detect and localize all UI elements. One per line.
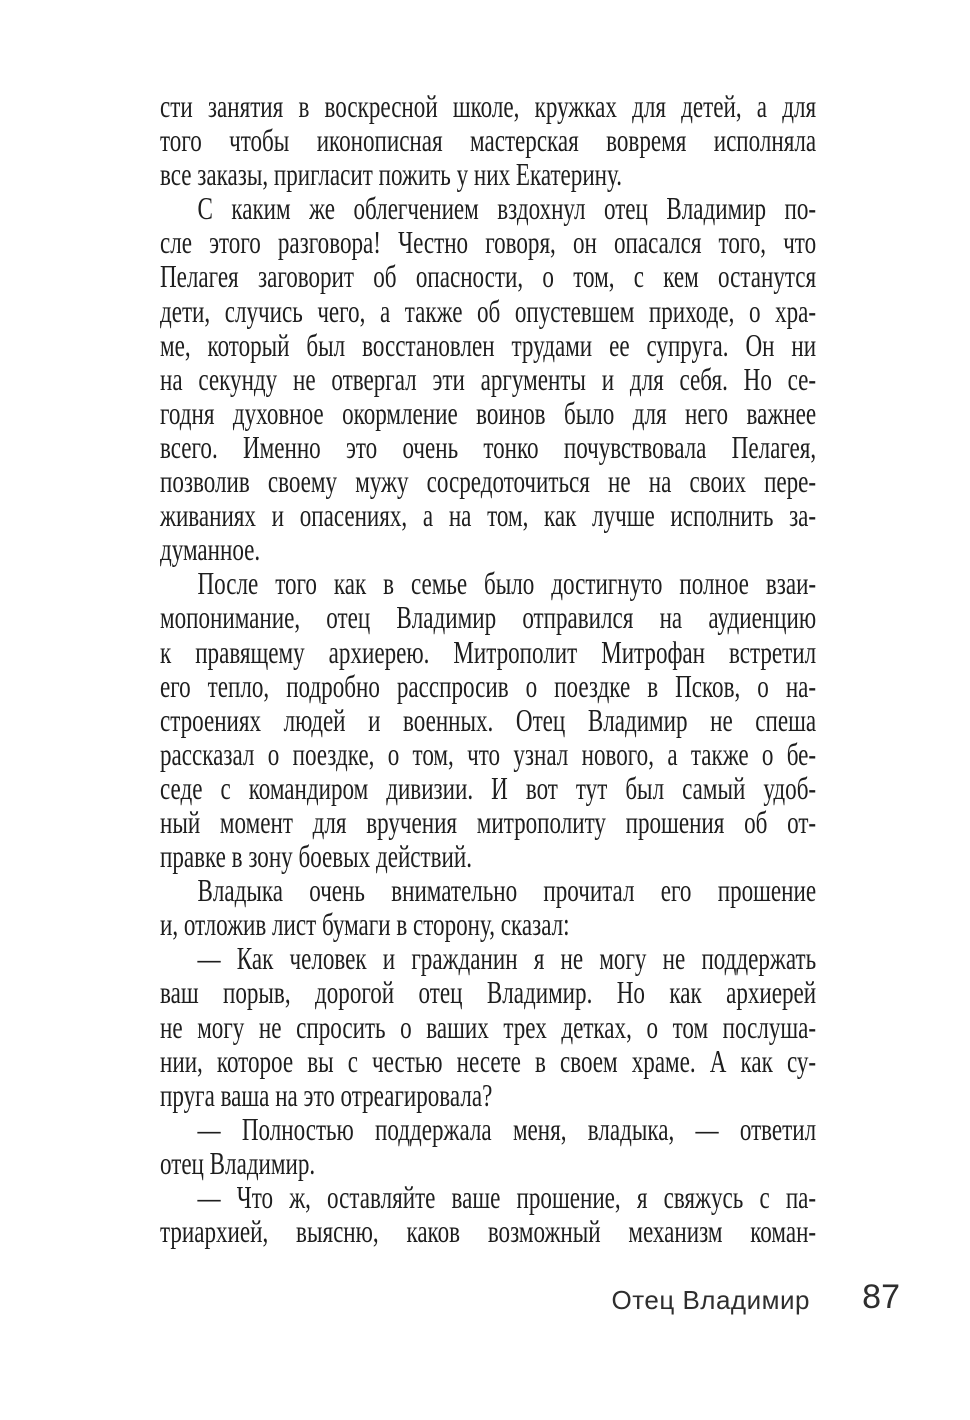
text-line: нии, которое вы с честью несете в своем храме. А как су- <box>160 1042 817 1079</box>
text-line: живаниях и опасениях, а на том, как лучше исполнить за- <box>160 497 817 534</box>
text-line: ваш порыв, дорогой отец Владимир. Но как архиерей <box>160 974 817 1011</box>
text-line: сле этого разговора! Честно говоря, он опасался того, что <box>160 224 817 261</box>
text-line: думанное. <box>160 531 261 568</box>
body-text <box>160 89 816 1248</box>
text-line: сти занятия в воскресной школе, кружках для детей, а для <box>160 88 817 124</box>
text-line: на секунду не отвергал эти аргументы и для себя. Но се- <box>160 360 817 397</box>
text-line: триархией, выясню, каков возможный механизм коман- <box>160 1213 817 1250</box>
text-line: позволив своему мужу сосредоточиться не на своих пере- <box>160 463 817 500</box>
text-line: и, отложив лист бумаги в сторону, сказал: <box>160 906 570 943</box>
text-line: строениях людей и военных. Отец Владимир не спеша <box>160 701 817 738</box>
text-line: Пелагея заговорит об опасности, о том, с кем останутся <box>160 258 817 295</box>
text-line: — Как человек и гражданин я не могу не поддержать <box>197 940 817 977</box>
text-line: отец Владимир. <box>160 1144 316 1181</box>
text-line: С каким же облегчением вздохнул отец Владимир по- <box>197 190 817 227</box>
text-line: не могу не спросить о ваших трех детках, о том послуша- <box>160 1008 817 1045</box>
text-line: все заказы, пригласит пожить у них Екатерину. <box>160 156 623 193</box>
text-line: — Полностью поддержала меня, владыка, — ответил <box>197 1110 817 1147</box>
text-line: правке в зону боевых действий. <box>160 838 472 875</box>
text-line: всего. Именно это очень тонко почувствовала Пелагея, <box>160 428 817 465</box>
text-line: пруга ваша на это отреагировала? <box>160 1076 493 1113</box>
text-line: годня духовное окормление воинов было для него важнее <box>160 394 817 431</box>
text-line: ме, который был восстановлен трудами ее супруга. Он ни <box>160 326 817 363</box>
text-line: ный момент для вручения митрополиту прошения об от- <box>160 803 817 840</box>
text-line: Владыка очень внимательно прочитал его прошение <box>197 872 817 909</box>
text-line: После того как в семье было достигнуто полное взаи- <box>197 565 817 602</box>
text-line: к правящему архиерею. Митрополит Митрофан встретил <box>160 633 817 670</box>
running-title: Отец Владимир <box>611 1285 810 1315</box>
page-number: 87 <box>862 1278 900 1316</box>
text-line: того чтобы иконописная мастерская вовремя исполняла <box>160 122 817 159</box>
text-line: — Что ж, оставляйте ваше прошение, я свяжусь с па- <box>197 1179 817 1215</box>
text-line: седе с командиром дивизии. И вот тут был самый удоб- <box>160 769 817 806</box>
text-line: его тепло, подробно расспросив о поездке в Псков, о на- <box>160 667 817 704</box>
text-line: мопонимание, отец Владимир отправился на аудиенцию <box>160 599 817 636</box>
text-line: рассказал о поездке, о том, что узнал нового, а также о бе- <box>160 735 817 772</box>
text-line: дети, случись чего, а также об опустевшем приходе, о хра- <box>160 292 817 329</box>
